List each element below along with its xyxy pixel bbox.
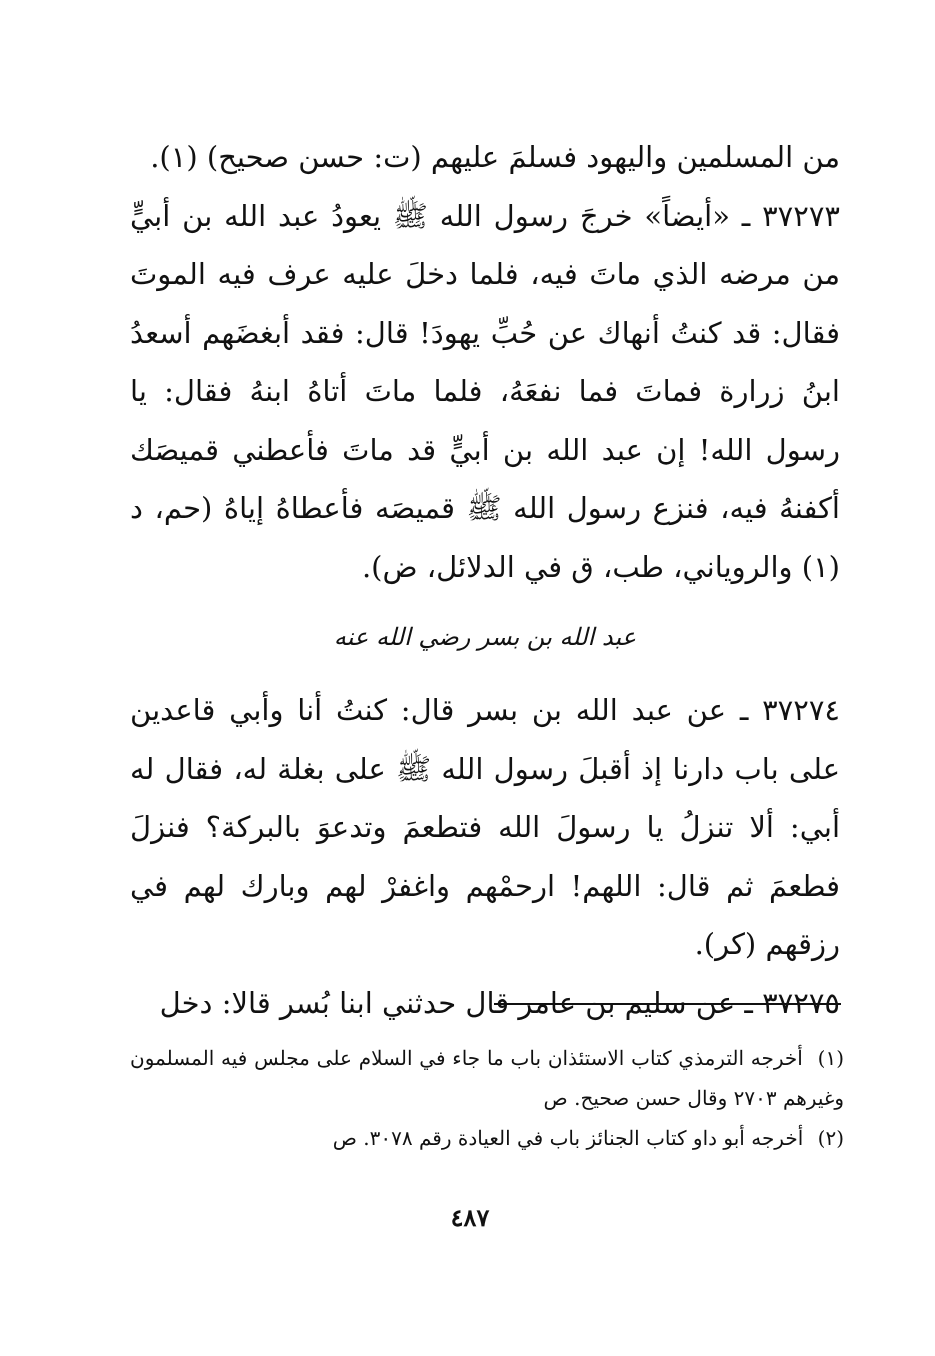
section-heading: عبد الله بن بسر رضي الله عنه: [333, 623, 637, 651]
paragraph-continuation: من المسلمين واليهود فسلمَ عليهم (ت: حسن صحيح) (١).: [150, 140, 840, 174]
footnote-text: أخرجه أبو داو كتاب الجنائز باب في العيادة رقم ٣٠٧٨. ص: [332, 1126, 804, 1150]
footnote-divider: [494, 1003, 841, 1005]
paragraph-hadith-37273: ٣٧٢٧٣ ـ «أيضاً» خرجَ رسول الله ﷺ يعودُ عبد الله بن أبيٍّ من مرضه الذي ماتَ فيه، فلما دخلَ عليه عرف فيه الموتَ فقال: قد كنتُ أنهاك عن حُبِّ يهودَ! قال: فقد أبغضَهم أسعدُ ابنُ زرارة فماتَ فما نفعَهُ، فلما ماتَ أتاهُ ابنهُ فقال: يا رسول الله! إن عبد الله بن أبيٍّ قد ماتَ فأعطني قميصَك أكفنهُ فيه، فنزع رسول الله ﷺ قميصَه فأعطاهُ إياهُ (حم، د (١) والروياني، طب، ق في الدلائل، ض).: [130, 198, 840, 584]
footnote-marker: (١): [817, 1046, 845, 1070]
footnote-2: [130, 1118, 844, 1158]
footnote-marker: (٢): [817, 1126, 844, 1150]
footnote-text: أخرجه الترمذي كتاب الاستئذان باب ما جاء في السلام على مجلس فيه المسلمون وغيرهم ٢٧٠٣ وقال حسن صحيح. ص: [130, 1046, 844, 1110]
footnote-1: [130, 1038, 844, 1118]
paragraph-hadith-37274: ٣٧٢٧٤ ـ عن عبد الله بن بسر قال: كنتُ أنا وأبي قاعدين على باب دارنا إذ أقبلَ رسول الله ﷺ على بغلة له، فقال له أبي: ألا تنزلُ يا رسولَ الله فتطعمَ وتدعوَ بالبركة؟ فنزلَ فطعمَ ثم قال: اللهم! ارحمْهم واغفرْ لهم وبارك لهم في رزقهم (كر).: [130, 693, 840, 961]
main-text-block-2: [130, 681, 840, 1032]
footnotes: [130, 1038, 844, 1158]
paragraph-hadith-37275: ٣٧٢٧٥ ـ عن سليم بن عامر قال حدثني ابنا بُسر قالا: دخل: [159, 985, 840, 1020]
page-number: ٤٨٧: [450, 1203, 490, 1232]
main-text-block: [130, 128, 840, 596]
